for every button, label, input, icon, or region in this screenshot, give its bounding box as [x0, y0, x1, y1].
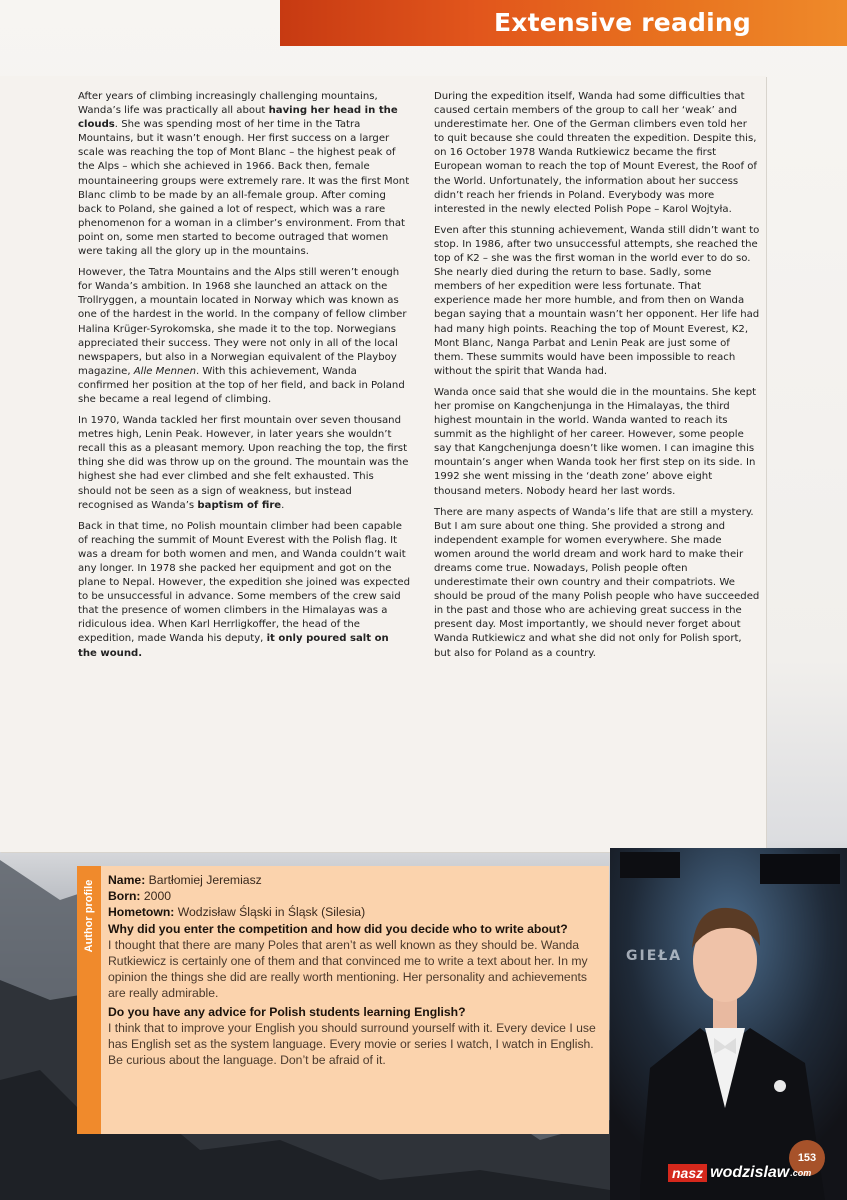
- article-paragraph: [78, 414, 410, 513]
- page-number: 153: [789, 1140, 825, 1176]
- author-profile-content: [108, 872, 602, 1070]
- article-emphasis: baptism of fire: [197, 499, 282, 511]
- article-text: . With this achievement, Wanda confirmed her position at the top of her field, and back in Poland she became a real legend of climbing.: [78, 365, 405, 405]
- article-italic: Alle Mennen: [133, 365, 197, 377]
- author-profile-tab-label: [77, 866, 101, 966]
- profile-question-2: Do you have any advice for Polish students learning English?: [108, 1004, 466, 1019]
- article-text: .: [281, 499, 285, 511]
- profile-born-line: [108, 888, 602, 904]
- article-emphasis: having her head in the clouds: [78, 105, 398, 131]
- profile-answer-2: I think that to improve your English you should surround yourself with it. Every device I use has English set as the system language. Every movie or series I watch, I watch in English. Be curious about the language. Don’t be afraid of it.: [108, 1020, 596, 1068]
- profile-hometown-label: Hometown:: [108, 905, 175, 920]
- article-paragraph: [434, 506, 760, 661]
- profile-hometown: Wodzisław Śląski in Śląsk (Silesia): [177, 905, 366, 920]
- profile-born-label: Born:: [108, 889, 141, 904]
- profile-name-line: [108, 872, 602, 888]
- profile-hometown-line: [108, 904, 602, 920]
- article-text: After years of climbing increasingly challenging mountains, Wanda’s life was practically all about: [78, 91, 378, 117]
- article-right-column: [434, 90, 760, 668]
- article-left-column: [78, 90, 410, 668]
- article-text: Even after this stunning achievement, Wanda still didn’t want to stop. In 1986, after two unsuccessful attempts, she reached the top of K2 – she was the first woman in the world ever to do so. She nearly died during the return to base. Sadly, some members of her expedition were less fortunate. That experience made her more humble, and from then on Wanda began saying that a mountain wasn’t her opponent. Her life had had many high points. Reaching the top of Mount Everest, K2, Mont Blanc, Nanga Parbat and Lenin Peak are just some of them. These summits would have been impossible to reach without the spirit that Wanda had.: [434, 224, 760, 377]
- profile-born: 2000: [143, 889, 172, 904]
- article-text: During the expedition itself, Wanda had some difficulties that caused certain members of the group to call her ‘weak’ and underestimate her. One of the German climbers even told her to quit because she could threaten the expedition. Despite this, on 16 October 1978 Wanda Rutkiewicz became the first European woman to reach the top of Mount Everest, the Roof of the World. Unfortunately, the information about her success didn’t reach her friends in Poland. Everybody was more interested in the newly elected Polish Pope – Karol Wojtyła.: [434, 91, 757, 215]
- article-paragraph: [434, 90, 760, 217]
- photo-banner-text: GIEŁA: [626, 948, 683, 964]
- article-text: Back in that time, no Polish mountain climber had been capable of reaching the summit of Mount Everest with the Polish flag. It was a dream for both women and men, and Wanda couldn’t wait any longer. In 1978 she packed her equipment and got on the plane to Nepal. However, the expedition she joined was expected to be unsuccessful in advance. Some members of the crew said that the presence of women climbers in the Himalayas was a ridiculous idea. When Karl Herrligkoffer, the head of the expedition, made Wanda his deputy,: [78, 520, 410, 645]
- article-emphasis: it only poured salt on the wound.: [78, 633, 389, 659]
- article-paragraph: [434, 224, 760, 379]
- article-paragraph: [78, 520, 410, 661]
- profile-answer-1: I thought that there are many Poles that aren’t as well known as they should be. Wanda Rutkiewicz is certainly one of them and that convinced me to write a text about her. In my opinion the things she did are really worth mentioning. Her personality and achievements are really admirable.: [108, 937, 588, 1001]
- article-text: However, the Tatra Mountains and the Alps still weren’t enough for Wanda’s ambition. In 1968 she launched an attack on the Trollryggen, a mountain located in Norway which was known as one of the hardest in the world. In the company of fellow climber Halina Krüger-Syrokomska, she made it to the top. Norwegians appreciated their success. They were not only in all of the local newspapers, but also in a Norwegian equivalent of the Playboy magazine,: [78, 267, 407, 377]
- article-paragraph: [434, 386, 760, 499]
- article-text: In 1970, Wanda tackled her first mountain over seven thousand metres high, Lenin Peak. However, in later years she wouldn’t recall this as a pleasant memory. Upon reaching the top, the first thing she did was throw up on the ground. The mountain was the highest she had ever climbed and she felt exhausted. This should not be seen as a sign of weakness, but instead recognised as Wanda’s: [78, 415, 409, 511]
- brand-part-2: wodzislaw: [710, 1164, 790, 1181]
- profile-name-label: Name:: [108, 873, 146, 887]
- article-paragraph: [78, 266, 410, 407]
- brand-part-3: .com: [790, 1168, 812, 1178]
- article-text: There are many aspects of Wanda’s life that are still a mystery. But I am sure about one thing. She provided a strong and independent example for women everywhere. She made women around the world dream and work hard to make their dreams come true. Nowadays, Polish people often underestimate their own country and their compatriots. We should be proud of the many Polish people who have succeeded in the past and those who are achieving great success in the present day. Most importantly, we should never forget about Wanda Rutkiewicz and what she did not only for Polish sport, but also for Poland as a country.: [434, 506, 760, 659]
- brand-logo: [668, 1162, 811, 1184]
- author-profile-label: Author profile: [83, 879, 95, 953]
- profile-name: Bartłomiej Jeremiasz: [148, 873, 262, 887]
- article-text: Wanda once said that she would die in the mountains. She kept her promise on Kangchenjunga in the Himalayas, the third highest mountain in the world. Wanda wanted to reach its summit as the highlight of her career. However, some people say that Kangchenjunga doesn’t like women. I can imagine this mountain’s anger when Wanda took her first step on its side. In 1992 she went missing in the ‘death zone’ above eight thousand meters. Nobody heard her last words.: [434, 386, 757, 497]
- profile-question-1: Why did you enter the competition and how did you decide who to write about?: [108, 921, 568, 936]
- brand-part-1: nasz: [668, 1164, 707, 1182]
- article-paragraph: [78, 90, 410, 259]
- article-text: . She was spending most of her time in the Tatra Mountains, but it wasn’t enough. Her first success on a larger scale was reaching the top of Mont Blanc – the highest peak of the Alps – which she achieved in 1966. Back then, female mountaineering groups were extremely rare. It was the first Mont Blanc climb to be made by an all-female group. After coming back to Poland, she gained a lot of respect, which was a rare phenomenon for a woman in a climber’s environment. From that point on, some men started to become outraged that women were taking all the glory up in the mountains.: [78, 119, 410, 258]
- section-title: Extensive reading: [493, 8, 751, 37]
